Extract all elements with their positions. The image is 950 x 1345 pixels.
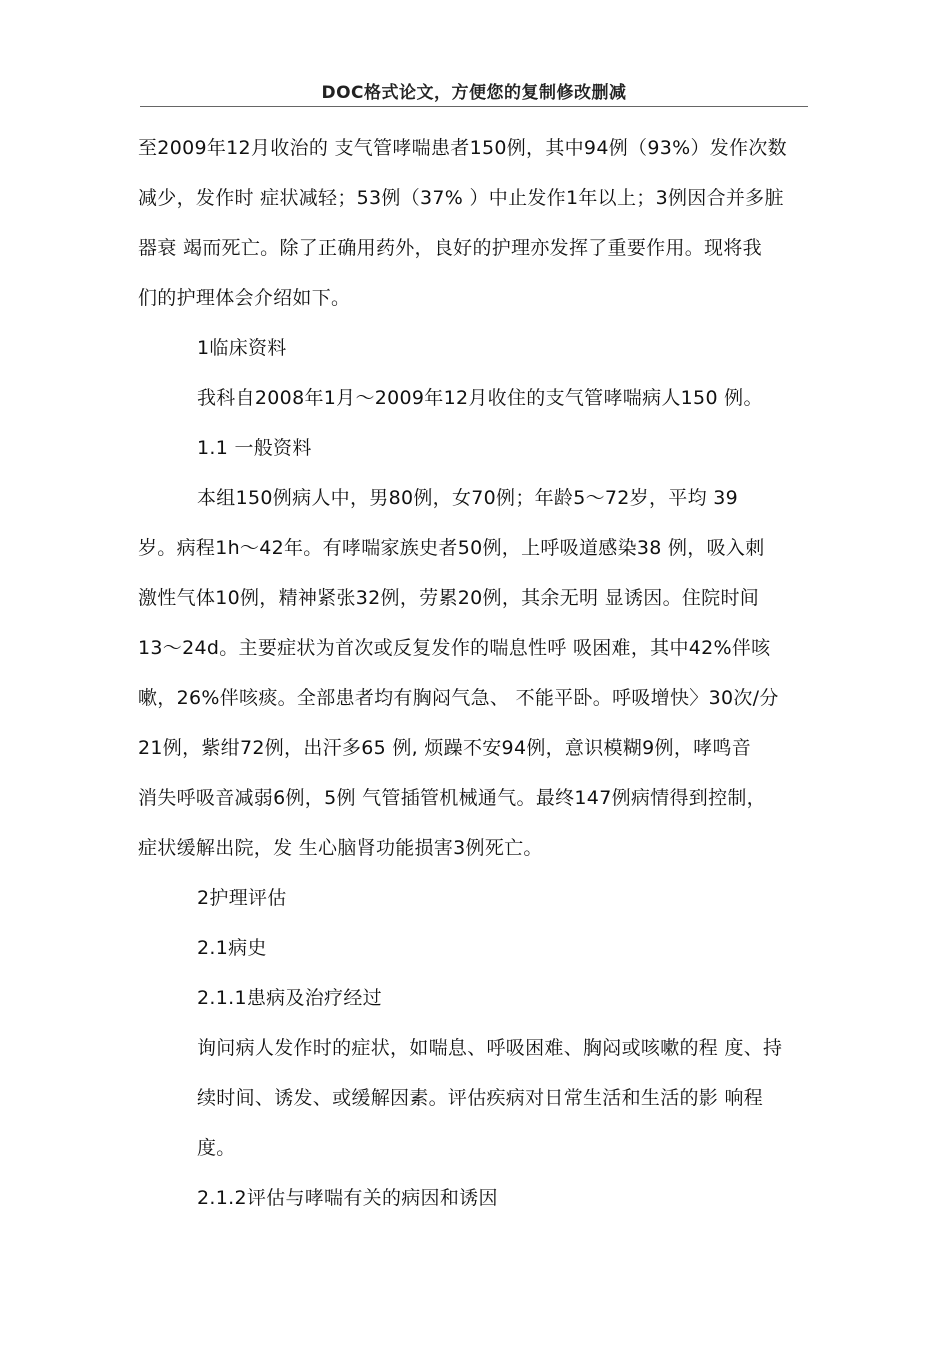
- subsection-heading: 2.1.1患病及治疗经过: [197, 987, 382, 1009]
- body-line: 减少，发作时 症状减轻；53例（37% ）中止发作1年以上；3例因合并多脏: [138, 187, 784, 209]
- section-heading: 1临床资料: [197, 337, 287, 359]
- body-line: 续时间、诱发、或缓解因素。评估疾病对日常生活和生活的影 响程: [197, 1087, 764, 1109]
- body-line: 症状缓解出院，发 生心脑肾功能损害3例死亡。: [138, 837, 543, 859]
- body-line: 13〜24d。主要症状为首次或反复发作的喘息性呼 吸困难，其中42%伴咳: [138, 637, 771, 659]
- body-line: 度。: [197, 1137, 236, 1159]
- body-line: 激性气体10例，精神紧张32例，劳累20例，其余无明 显诱因。住院时间: [138, 587, 760, 609]
- body-line: 至2009年12月收治的 支气管哮喘患者150例，其中94例（93%）发作次数: [138, 137, 787, 159]
- body-line: 们的护理体会介绍如下。: [138, 287, 351, 309]
- section-heading: 2护理评估: [197, 887, 287, 909]
- body-line: 我科自2008年1月〜2009年12月收住的支气管哮喘病人150 例。: [197, 387, 763, 409]
- header-divider: [140, 106, 808, 107]
- subsection-heading: 1.1 一般资料: [197, 437, 312, 459]
- body-line: 本组150例病人中，男80例，女70例；年龄5〜72岁，平均 39: [197, 487, 739, 509]
- body-line: 岁。病程1h〜42年。有哮喘家族史者50例，上呼吸道感染38 例，吸入刺: [138, 537, 765, 559]
- page-header-title: DOC格式论文，方便您的复制修改删减: [321, 83, 627, 103]
- body-line: 21例，紫绀72例，出汗多65 例, 烦躁不安94例，意识模糊9例，哮鸣音: [138, 737, 752, 759]
- subsection-heading: 2.1.2评估与哮喘有关的病因和诱因: [197, 1187, 498, 1209]
- body-line: 询问病人发作时的症状，如喘息、呼吸困难、胸闷或咳嗽的程 度、持: [197, 1037, 783, 1059]
- body-line: 器衰 竭而死亡。除了正确用药外，良好的护理亦发挥了重要作用。现将我: [138, 237, 762, 259]
- subsection-heading: 2.1病史: [197, 937, 267, 959]
- body-line: 消失呼吸音减弱6例，5例 气管插管机械通气。最终147例病情得到控制，: [138, 787, 766, 809]
- body-line: 嗽，26%伴咳痰。全部患者均有胸闷气急、 不能平卧。呼吸增快〉30次/分: [138, 687, 779, 709]
